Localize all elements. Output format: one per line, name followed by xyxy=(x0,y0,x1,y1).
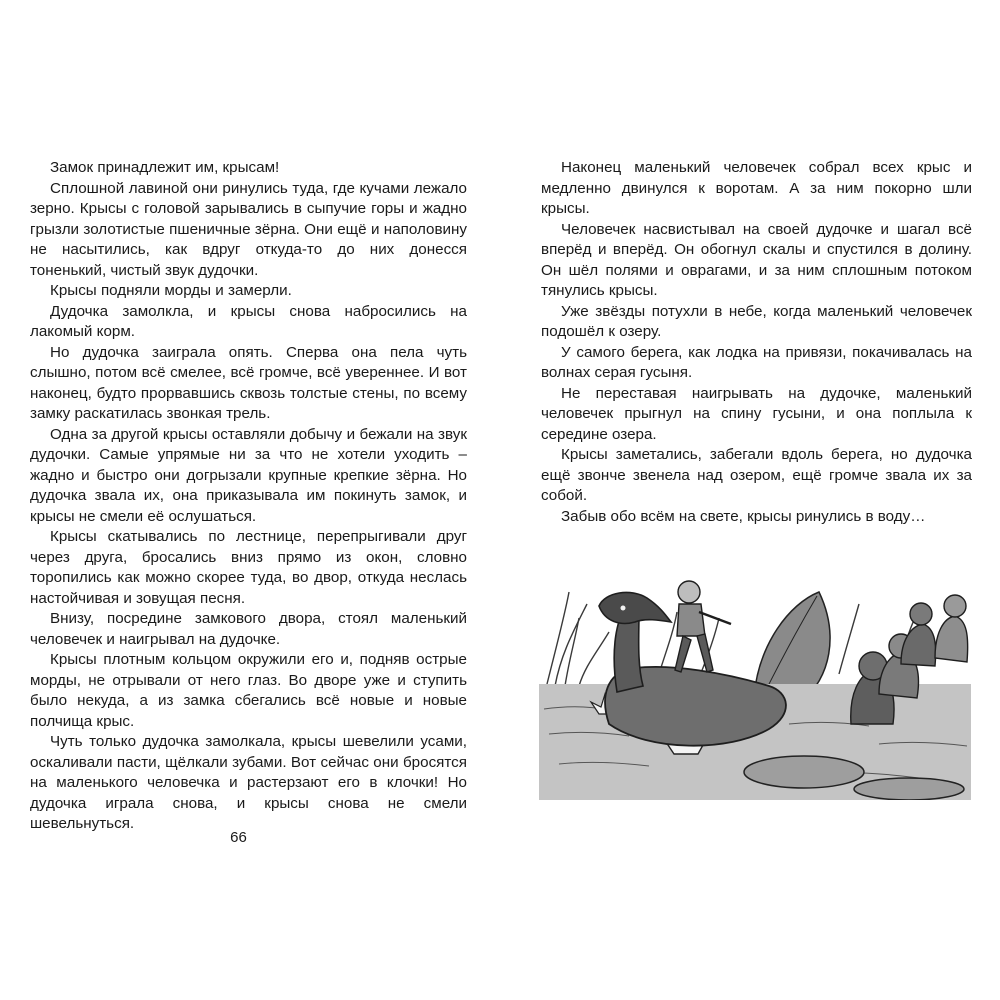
paragraph: Крысы скатывались по лестнице, перепрыгивали друг через друга, бросались вниз прямо из окон, словно торопились как можно скорее туда, во двор, откуда неслась настойчивая и зовущая песня. xyxy=(30,528,467,607)
boy-with-pipe xyxy=(675,581,731,672)
lily-pad xyxy=(744,756,864,788)
paragraph: Дудочка замолкла, и крысы снова набросились на лакомый корм. xyxy=(30,302,467,340)
goose-head xyxy=(599,592,671,623)
paragraph: Внизу, посредине замкового двора, стоял маленький человечек и наигрывал на дудочке. xyxy=(30,610,467,648)
right-page-text xyxy=(541,158,972,527)
paragraph: Крысы заметались, забегали вдоль берега, но дудочка ещё звонче звенела над озером, ещё громче звала их за собой. xyxy=(541,446,972,504)
paragraph: Замок принадлежит им, крысам! xyxy=(50,159,280,176)
paragraph: Чуть только дудочка замолкала, крысы шевелили усами, оскаливали пасти, щёлкали зубами. Вот сейчас они бросятся на маленького человечка и растерзают его в клочки! Но дудочка играла снова, и крысы снова не смели шевельнуться. xyxy=(30,733,467,832)
lake-illustration xyxy=(539,574,971,800)
paragraph: У самого берега, как лодка на привязи, покачивалась на волнах серая гусыня. xyxy=(541,343,972,381)
right-page xyxy=(500,0,1000,1000)
lily-pad xyxy=(854,778,964,800)
paragraph: Наконец маленький человечек собрал всех крыс и медленно двинулся к воротам. А за ним покорно шли крысы. xyxy=(541,159,972,217)
left-page-text xyxy=(30,158,467,835)
paragraph: Уже звёзды потухли в небе, когда маленький человечек подошёл к озеру. xyxy=(541,302,972,340)
paragraph: Не переставая наигрывать на дудочке, маленький человечек прыгнул на спину гусыни, и она поплыла к середине озера. xyxy=(541,384,972,443)
paragraph: Но дудочка заиграла опять. Сперва она пела чуть слышно, потом всё смелее, всё громче, всё увереннее. И вот наконец, будто прорвавшись сквозь толстые стены, по всему замку раскатилась звонкая трель. xyxy=(30,343,467,422)
paragraph: Человечек насвистывал на своей дудочке и шагал всё вперёд и вперёд. Он обогнул скалы и спустился в долину. Он шёл полями и оврагами, и за ним сплошным потоком тянулись крысы. xyxy=(541,220,972,299)
paragraph: Забыв обо всём на свете, крысы ринулись в воду… xyxy=(561,507,926,525)
paragraph: Крысы плотным кольцом окружили его и, подняв острые морды, не отрывали от него глаз. Во дворе уже и ступить было некуда, а из замка сбегались всё новые и новые полчища крыс. xyxy=(30,651,467,730)
paragraph: Крысы подняли морды и замерли. xyxy=(50,282,292,299)
paragraph: Одна за другой крысы оставляли добычу и бежали на звук дудочки. Самые упрямые ни за что не хотели уходить – жадно и быстро они догрызали крупные крепкие зёрна. Но дудочка звала их, она приказывала им покинуть замок, и крысы не смели её ослушаться. xyxy=(30,425,467,525)
page-number: 66 xyxy=(230,829,247,846)
paragraph: Сплошной лавиной они ринулись туда, где кучами лежало зерно. Крысы с головой зарывались в сыпучие горы и жадно грызли золотистые пшеничные зёрна. Они ещё и наполовину не насытились, как вдруг откуда-то до них донесся тоненький, чистый звук дудочки. xyxy=(30,179,467,279)
goose-eye xyxy=(621,606,626,611)
